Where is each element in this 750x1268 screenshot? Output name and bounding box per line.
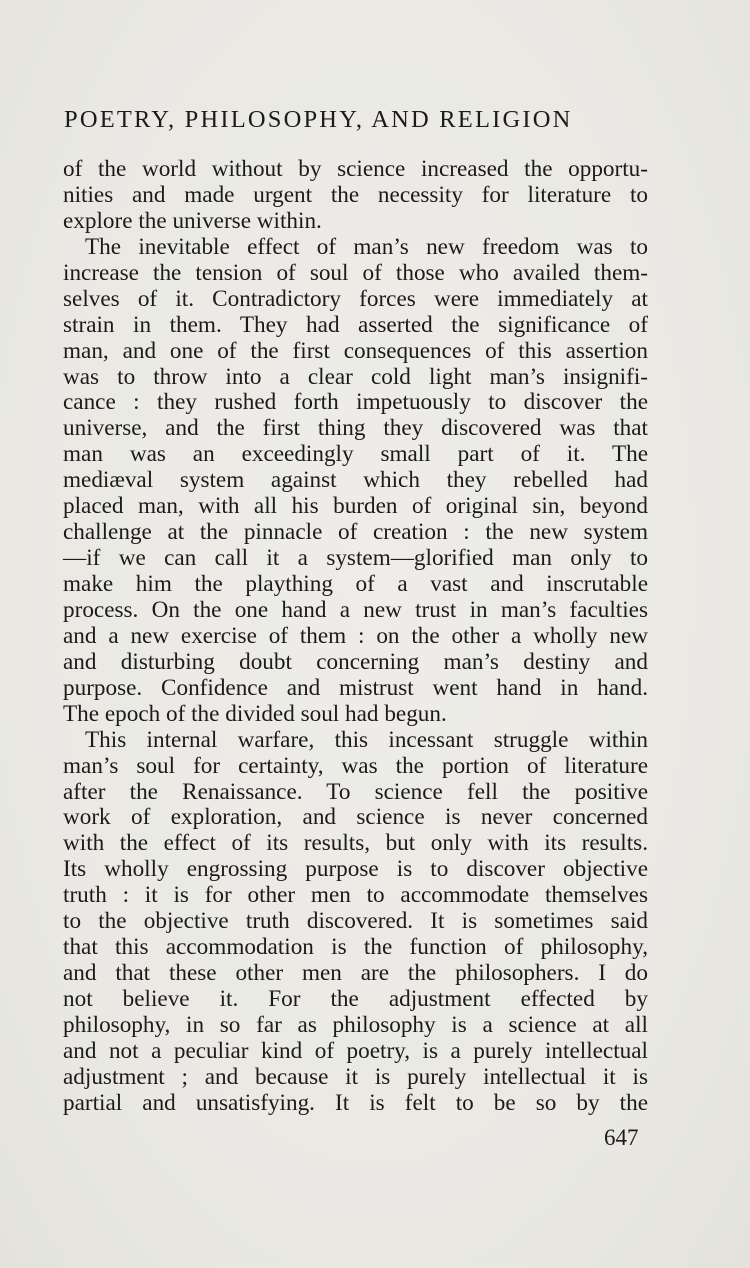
text-line: work of exploration, and science is never concerned — [63, 804, 648, 831]
page-number: 647 — [604, 1125, 639, 1150]
text-line: of the world without by science increased the opportu- — [63, 156, 648, 182]
text-line: and not a peculiar kind of poetry, is a purely intellectual — [63, 1037, 648, 1064]
text-line: selves of it. Contradictory forces were immediately at — [63, 285, 648, 312]
text-line: not believe it. For the adjustment effected by — [63, 986, 648, 1012]
text-line: to the objective truth discovered. It is sometimes said — [63, 908, 648, 935]
text-line: cance : they rushed forth impetuously to discover the — [63, 389, 648, 416]
text-line: make him the plaything of a vast and inscrutable — [63, 571, 648, 597]
text-line: and a new exercise of them : on the other a wholly new — [63, 622, 648, 649]
text-line: after the Renaissance. To science fell the positive — [63, 778, 648, 805]
paragraph — [63, 728, 648, 1117]
text-line: and disturbing doubt concerning man’s destiny and — [63, 648, 648, 675]
text-line: and that these other men are the philosophers. I do — [63, 960, 648, 987]
text-line: This internal warfare, this incessant struggle within — [85, 726, 648, 753]
text-line: man was an exceedingly small part of it. The — [63, 441, 648, 468]
text-line: The inevitable effect of man’s new freedom was to — [85, 233, 648, 260]
text-line: man’s soul for certainty, was the portion of literature — [63, 752, 648, 779]
text-line: process. On the one hand a new trust in man’s faculties — [63, 596, 648, 623]
text-line: placed man, with all his burden of original sin, beyond — [63, 493, 648, 520]
text-line: philosophy, in so far as philosophy is a science at all — [63, 1011, 648, 1038]
paragraph — [63, 235, 648, 728]
text-line: that this accommodation is the function of philosophy, — [63, 934, 648, 961]
text-line: was to throw into a clear cold light man’s insignifi- — [63, 363, 648, 390]
text-line: strain in them. They had asserted the significance of — [63, 311, 648, 338]
text-line: increase the tension of soul of those who availed them- — [63, 259, 648, 286]
text-line: nities and made urgent the necessity for literature to — [63, 181, 648, 208]
text-line: man, and one of the first consequences of this assertion — [63, 337, 648, 364]
text-line: challenge at the pinnacle of creation : the new system — [63, 519, 648, 546]
text-line: truth : it is for other men to accommodate themselves — [63, 882, 648, 909]
text-line: partial and unsatisfying. It is felt to be so by the — [63, 1089, 648, 1116]
text-line: mediæval system against which they rebelled had — [63, 467, 648, 494]
text-line: explore the universe within. — [63, 207, 322, 234]
text-line: with the effect of its results, but only with its results. — [63, 830, 648, 857]
body-text — [63, 157, 648, 1117]
text-line: The epoch of the divided soul had begun. — [63, 700, 447, 727]
running-head: POETRY, PHILOSOPHY, AND RELIGION — [64, 106, 573, 133]
text-line: adjustment ; and because it is purely intellectual it is — [63, 1063, 648, 1090]
text-line: purpose. Confidence and mistrust went hand in hand. — [63, 674, 648, 701]
text-line: Its wholly engrossing purpose is to discover objective — [63, 856, 648, 883]
text-line: universe, and the first thing they discovered was that — [63, 415, 648, 442]
text-line: —if we can call it a system—glorified man only to — [63, 545, 648, 572]
paragraph — [63, 157, 648, 235]
